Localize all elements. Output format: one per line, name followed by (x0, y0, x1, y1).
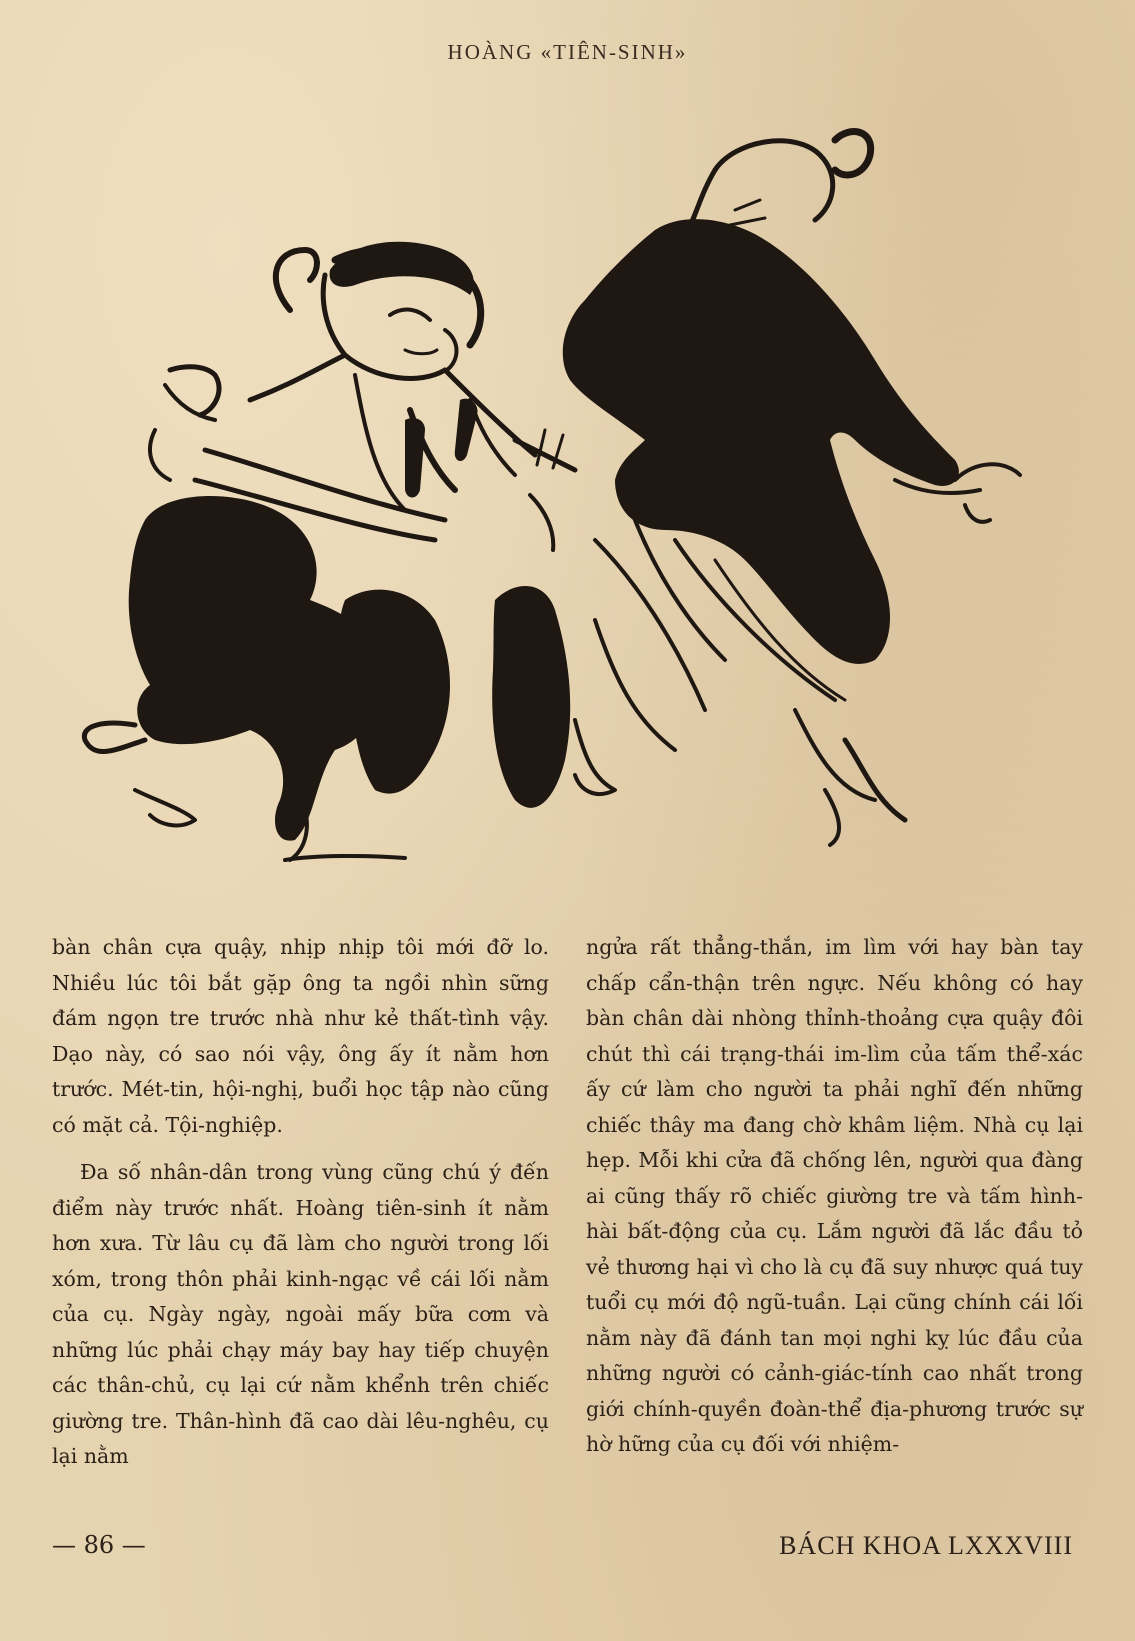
paragraph: Đa số nhân-dân trong vùng cũng chú ý đến điểm này trước nhất. Hoàng tiên-sinh ít nằm hơn xưa. Từ lâu cụ đã làm cho người trong lối xóm, trong thôn phải kinh-ngạc về cái lối nằm của cụ. Ngày ngày, ngoài mấy bữa cơm và những lúc phải chạy máy bay hay tiếp chuyện các thân-chủ, cụ lại cứ nằm khểnh trên chiếc giường tre. Thân-hình đã cao dài lêu-nghêu, cụ lại nằm (52, 1160, 549, 1468)
page-number: — 86 — (52, 1531, 146, 1559)
ink-drawing-two-figures-icon (75, 100, 1075, 910)
publication-title: BÁCH KHOA LXXXVIII (779, 1531, 1073, 1560)
running-head: HOÀNG «TIÊN-SINH» (447, 40, 688, 64)
paragraph: bàn chân cựa quậy, nhịp nhịp tôi mới đỡ lo. Nhiều lúc tôi bắt gặp ông ta ngồi nhìn sững đám ngọn tre trước nhà như kẻ thất-tình vậy. Dạo này, có sao nói vậy, ông ấy ít nằm hơn trước. Mét-tin, hội-nghị, buổi học tập nào cũng có mặt cả. Tội-nghiệp. (52, 935, 549, 1137)
paragraph: ngửa rất thẳng-thắn, im lìm với hay bàn tay chấp cẩn-thận trên ngực. Nếu không có hay bàn chân dài nhòng thỉnh-thoảng cựa quậy đôi chút thì cái trạng-thái im-lìm của tấm thể-xác ấy cứ làm cho người ta phải nghĩ đến những chiếc thây ma đang chờ khâm liệm. Nhà cụ lại hẹp. Mỗi khi cửa đã chống lên, người qua đàng ai cũng thấy rõ chiếc giường tre và tấm hình-hài bất-động của cụ. Lắm người đã lắc đầu tỏ vẻ thương hại vì cho là cụ đã suy nhược quá tuy tuổi cụ mới độ ngũ-tuần. Lại cũng chính cái lối nằm này đã đánh tan mọi nghi kỵ lúc đầu của những người có cảnh-giác-tính cao nhất trong giới chính-quyền đoàn-thể địa-phương trước sự hờ hững của cụ đối với nhiệm- (586, 935, 1083, 1456)
text-column-right (586, 930, 1083, 1463)
text-column-left (52, 930, 549, 1475)
